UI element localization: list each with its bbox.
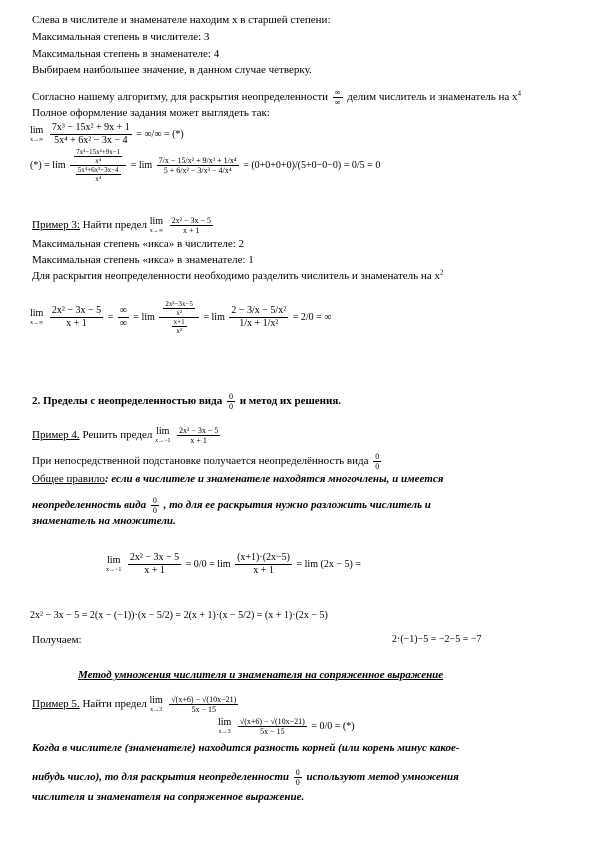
equation-5: lim x→3 $\frac{√(x+6) - √(10x-21)}{5x - 15}$ = 0/0 = (*) bbox=[218, 717, 355, 736]
result-line: 2·(−1)−5 = −2−5 = −7 bbox=[392, 634, 482, 645]
conjugate-line-3: числителя и знаменателя на сопряженное выражение. bbox=[32, 791, 305, 803]
example-3-heading: Пример 3: Найти предел lim x→∞ $\frac{\text{2x² − 3x − 5}}{x + 1}$ bbox=[32, 216, 211, 235]
poluchaem-label: Получаем: bbox=[32, 634, 82, 646]
equation-4: lim x→−1 $\frac{\text{2x² − 3x − 5}}{x + 1}$ = 0/0 = lim $\frac{(x+1)\cdot(2x-5)}{x + 1}$ = lim (2x − 5) = bbox=[106, 552, 361, 576]
equation-2-fraction-b: $\frac{\text{7/x − 15/x² + 9/x³ + 1/x⁴}}{\text{5 + 6/x² − 3/x³ − 4/x⁴}}$ bbox=[158, 156, 237, 175]
conjugate-line-1: Когда в числителе (знаменателе) находится разность корней (или корень минус какое- bbox=[32, 742, 460, 754]
intro-line-3: Максимальная степень в знаменателе: 4 bbox=[32, 48, 220, 60]
example-4-heading: Пример 4. Решить предел lim x→−1 $\frac{\text{2x² − 3x − 5}}{x + 1}$ bbox=[32, 426, 219, 445]
example-4-line-a: При непосредственной подстановке получается неопределённость вида $\frac{0}{0}$ bbox=[32, 452, 380, 471]
example-3-line-b: Максимальная степень «икса» в знаменателе: 1 bbox=[32, 254, 254, 266]
example-5-label: Пример 5. bbox=[32, 697, 80, 710]
intro-line-5-sup: 4 bbox=[517, 89, 521, 98]
intro-line-5-a: Согласно нашему алгоритму, для раскрытия неопределенности bbox=[32, 91, 329, 104]
example-3-line-c: Для раскрытия неопределенности необходимо разделить числитель и знаменатель на $x^2$ bbox=[32, 268, 444, 282]
intro-line-1: Слева в числителе и знаменателе находим x в старшей степени: bbox=[32, 14, 331, 26]
equation-2: (*) = lim $\frac{\frac{\text{7x³−15x²+9x−1}}{\text{x⁴}}}{\frac{\text{5x⁴+6x²−3x−4}}{\text{x⁴}}}$ = lim $\frac{\text{7/x − 15/x² + 9/x³ + 1/x⁴}}{\text{5 + 6/x² − 3/x³ − 4/x⁴}}$ = (0+0+0+0)/(5+0−0−0) = 0/5 = 0 bbox=[30, 148, 381, 183]
general-rule-line-2: неопределенность вида $\frac{0}{0}$ , то для ее раскрытия нужно разложить числитель и bbox=[32, 496, 431, 515]
intro-line-4: Выбираем наибольшее значение, в данном случае четверку. bbox=[32, 64, 312, 76]
example-3-label: Пример 3: bbox=[32, 218, 80, 231]
intro-line-6: Полное оформление задания может выглядеть так: bbox=[32, 107, 270, 119]
example-5-heading: Пример 5. Найти предел lim x→3 $\frac{√(x+6) - √(10x-21)}{5x - 15}$ bbox=[32, 695, 237, 714]
conjugate-line-2: нибудь число), то для раскрытия неопределенности $\frac{0}{0}$ используют метод умножения bbox=[32, 768, 459, 787]
equation-1-fraction: $\frac{\text{7x³ − 15x² + 9x + 1}}{\text{5x⁴ + 6x² − 3x − 4}}$ bbox=[51, 122, 130, 146]
equation-3: lim x→∞ $\frac{\text{2x² − 3x − 5}}{x + 1}$ = $\frac{\infty}{\infty}$ = lim $\frac{\frac{\text{2x²−3x−5}}{\text{x²}}}{\frac{x+1}{\text{x²}}}$ = lim $\frac{\text{2 − 3/x − 5/x²}}{\text{1/x + 1/x²}}$ = 2/0 = ∞ bbox=[30, 300, 332, 335]
general-rule-line-3: знаменатель на множители. bbox=[32, 515, 176, 527]
example-3-fraction: $\frac{\text{2x² − 3x − 5}}{x + 1}$ bbox=[171, 216, 211, 235]
intro-line-5-b: делим числитель и знаменатель на x bbox=[347, 91, 518, 104]
method-title: Метод умножения числителя и знаменателя на сопряженное выражение bbox=[78, 669, 444, 681]
equation-1: lim x→∞ $\frac{\text{7x³ − 15x² + 9x + 1}}{\text{5x⁴ + 6x² − 3x − 4}}$ = ∞/∞ = (*) bbox=[30, 122, 184, 146]
equation-2-fraction-a: $\frac{\frac{\text{7x³−15x²+9x−1}}{\text{x⁴}}}{\frac{\text{5x⁴+6x²−3x−4}}{\text{x⁴}}}$ bbox=[70, 148, 126, 183]
example-4-label: Пример 4. bbox=[32, 428, 80, 441]
inf-over-inf-fraction: $\frac{\infty}{\infty}$ bbox=[334, 88, 341, 107]
example-3-line-a: Максимальная степень «икса» в числителе: 2 bbox=[32, 238, 245, 250]
section-2-title: 2. Пределы с неопределенностью вида $\frac{0}{0}$ и метод их решения. bbox=[32, 392, 342, 411]
general-rule-line-1: Общее правило: если в числителе и знаменателе находятся многочлены, и имеется bbox=[32, 473, 444, 485]
intro-line-5 bbox=[32, 88, 521, 107]
general-rule-label: Общее правило bbox=[32, 473, 105, 485]
factorization-line: 2x² − 3x − 5 = 2(x − (−1))·(x − 5/2) = 2(x + 1)·(x − 5/2) = (x + 1)·(2x − 5) bbox=[30, 610, 328, 621]
intro-line-2: Максимальная степень в числителе: 3 bbox=[32, 31, 210, 43]
